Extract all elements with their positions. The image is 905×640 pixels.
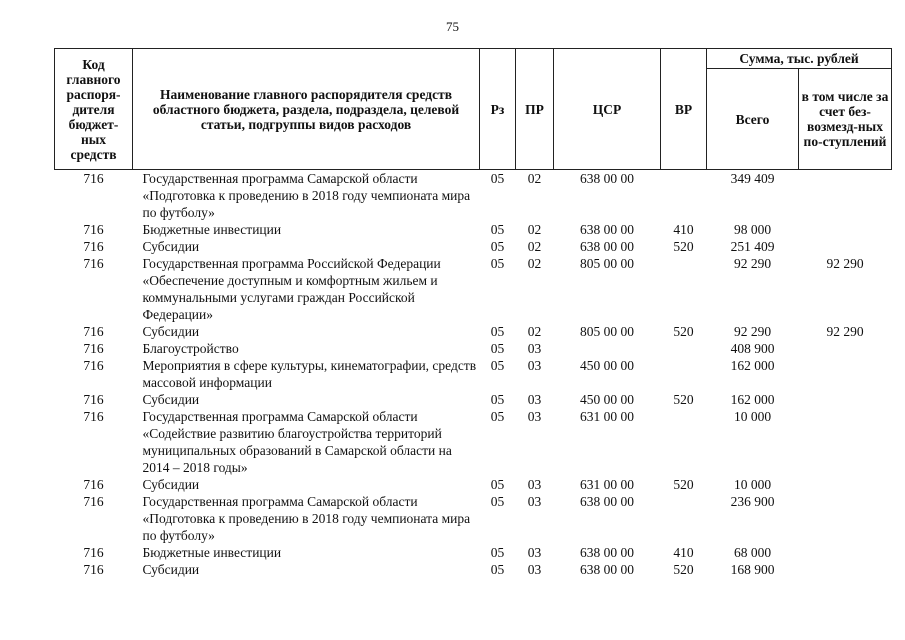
cell-rz: 05 [490,358,505,373]
cell-vr: 410 [673,222,694,237]
table-row [55,221,892,238]
cell-total: 236 900 [730,494,775,509]
cell-csr: 638 00 00 [580,239,634,254]
cell-code: 716 [83,324,104,339]
cell-name: Мероприятия в сфере культуры, кинематографии, средств массовой информации [142,358,477,390]
cell-vr [661,255,707,323]
cell-total: 68 000 [733,545,772,560]
cell-rz: 05 [490,171,505,186]
cell-name: Субсидии [142,477,200,492]
table-row [55,255,892,323]
cell-total: 162 000 [730,358,775,373]
cell-csr: 631 00 00 [580,409,634,424]
cell-vr [661,408,707,476]
cell-vr: 410 [673,545,694,560]
table-row [55,170,892,222]
cell-pr: 03 [527,341,542,356]
cell-total: 251 409 [730,239,775,254]
cell-pr: 03 [527,409,542,424]
table-row [55,408,892,476]
cell-vr: 520 [673,392,694,407]
cell-name: Государственная программа Самарской области «Содействие развитию благоустройства территорий муниципальных образований в Самарской области на 2014 – 2018 годы» [142,409,452,475]
cell-pr: 02 [527,324,542,339]
header-vr: ВР [661,49,707,170]
cell-csr: 631 00 00 [580,477,634,492]
cell-free [799,408,892,476]
cell-pr: 03 [527,494,542,509]
cell-vr [661,170,707,222]
cell-total: 349 409 [730,171,775,186]
cell-code: 716 [83,409,104,424]
cell-pr: 02 [527,171,542,186]
cell-code: 716 [83,358,104,373]
cell-csr: 805 00 00 [580,256,634,271]
table-row [55,493,892,544]
cell-rz: 05 [490,341,505,356]
table-row [55,544,892,561]
cell-pr: 02 [527,256,542,271]
budget-table [54,48,892,578]
cell-pr: 03 [527,545,542,560]
cell-code: 716 [83,562,104,577]
cell-total: 408 900 [730,341,775,356]
cell-code: 716 [83,545,104,560]
cell-free [799,544,892,561]
cell-rz: 05 [490,222,505,237]
cell-vr [661,493,707,544]
cell-total: 92 290 [733,256,772,271]
cell-vr [661,340,707,357]
cell-name: Субсидии [142,562,200,577]
cell-rz: 05 [490,477,505,492]
cell-rz: 05 [490,409,505,424]
cell-pr: 03 [527,392,542,407]
cell-csr: 638 00 00 [580,545,634,560]
cell-code: 716 [83,239,104,254]
cell-vr: 520 [673,477,694,492]
cell-vr: 520 [673,324,694,339]
header-rz: Рз [480,49,516,170]
cell-free: 92 290 [826,256,864,271]
cell-name: Бюджетные инвестиции [142,222,282,237]
cell-free: 92 290 [826,324,864,339]
cell-code: 716 [83,256,104,271]
cell-name: Благоустройство [142,341,239,356]
header-csr: ЦСР [554,49,661,170]
cell-code: 716 [83,494,104,509]
table-body [55,170,892,579]
cell-free [799,493,892,544]
cell-free [799,221,892,238]
cell-total: 98 000 [733,222,772,237]
cell-csr: 638 00 00 [580,171,634,186]
cell-free [799,561,892,578]
table-header [55,49,892,170]
cell-rz: 05 [490,239,505,254]
table-row [55,391,892,408]
table-row [55,476,892,493]
cell-csr: 805 00 00 [580,324,634,339]
cell-csr: 638 00 00 [580,494,634,509]
header-total: Всего [707,69,799,170]
cell-total: 10 000 [733,409,772,424]
cell-vr: 520 [673,239,694,254]
table-row [55,357,892,391]
cell-csr [554,340,661,357]
cell-name: Субсидии [142,239,200,254]
cell-free [799,238,892,255]
cell-total: 162 000 [730,392,775,407]
table-row [55,238,892,255]
cell-pr: 03 [527,562,542,577]
cell-csr: 638 00 00 [580,562,634,577]
cell-name: Субсидии [142,392,200,407]
cell-rz: 05 [490,494,505,509]
cell-name: Государственная программа Самарской области «Подготовка к проведению в 2018 году чемпионата мира по футболу» [142,494,471,543]
cell-pr: 02 [527,239,542,254]
cell-code: 716 [83,222,104,237]
cell-code: 716 [83,171,104,186]
cell-pr: 03 [527,477,542,492]
cell-name: Государственная программа Самарской области «Подготовка к проведению в 2018 году чемпионата мира по футболу» [142,171,471,220]
header-free: в том числе за счет без-возмезд-ных по-ступлений [799,69,892,170]
header-pr: ПР [516,49,554,170]
table-row [55,561,892,578]
cell-code: 716 [83,341,104,356]
cell-csr: 450 00 00 [580,358,634,373]
cell-name: Субсидии [142,324,200,339]
cell-pr: 02 [527,222,542,237]
cell-free [799,170,892,222]
cell-rz: 05 [490,324,505,339]
cell-rz: 05 [490,562,505,577]
cell-pr: 03 [527,358,542,373]
cell-free [799,357,892,391]
table-row [55,323,892,340]
cell-free [799,391,892,408]
cell-csr: 450 00 00 [580,392,634,407]
header-name: Наименование главного распорядителя средств областного бюджета, раздела, подраздела, целевой статьи, подгруппы видов расходов [133,49,480,170]
cell-rz: 05 [490,256,505,271]
cell-name: Государственная программа Российской Федерации «Обеспечение доступным и комфортным жильем и коммунальными услугами граждан Российской Федерации» [142,256,441,322]
cell-vr [661,357,707,391]
cell-code: 716 [83,392,104,407]
cell-free [799,476,892,493]
cell-vr: 520 [673,562,694,577]
header-sum-group: Сумма, тыс. рублей [707,49,892,69]
header-code: Код главного распоря-дителя бюджет-ных средств [55,49,133,170]
cell-total: 168 900 [730,562,775,577]
table-row [55,340,892,357]
cell-csr: 638 00 00 [580,222,634,237]
page-number: 75 [446,19,459,34]
cell-name: Бюджетные инвестиции [142,545,282,560]
cell-free [799,340,892,357]
cell-total: 10 000 [733,477,772,492]
cell-rz: 05 [490,392,505,407]
cell-code: 716 [83,477,104,492]
cell-rz: 05 [490,545,505,560]
cell-total: 92 290 [733,324,772,339]
